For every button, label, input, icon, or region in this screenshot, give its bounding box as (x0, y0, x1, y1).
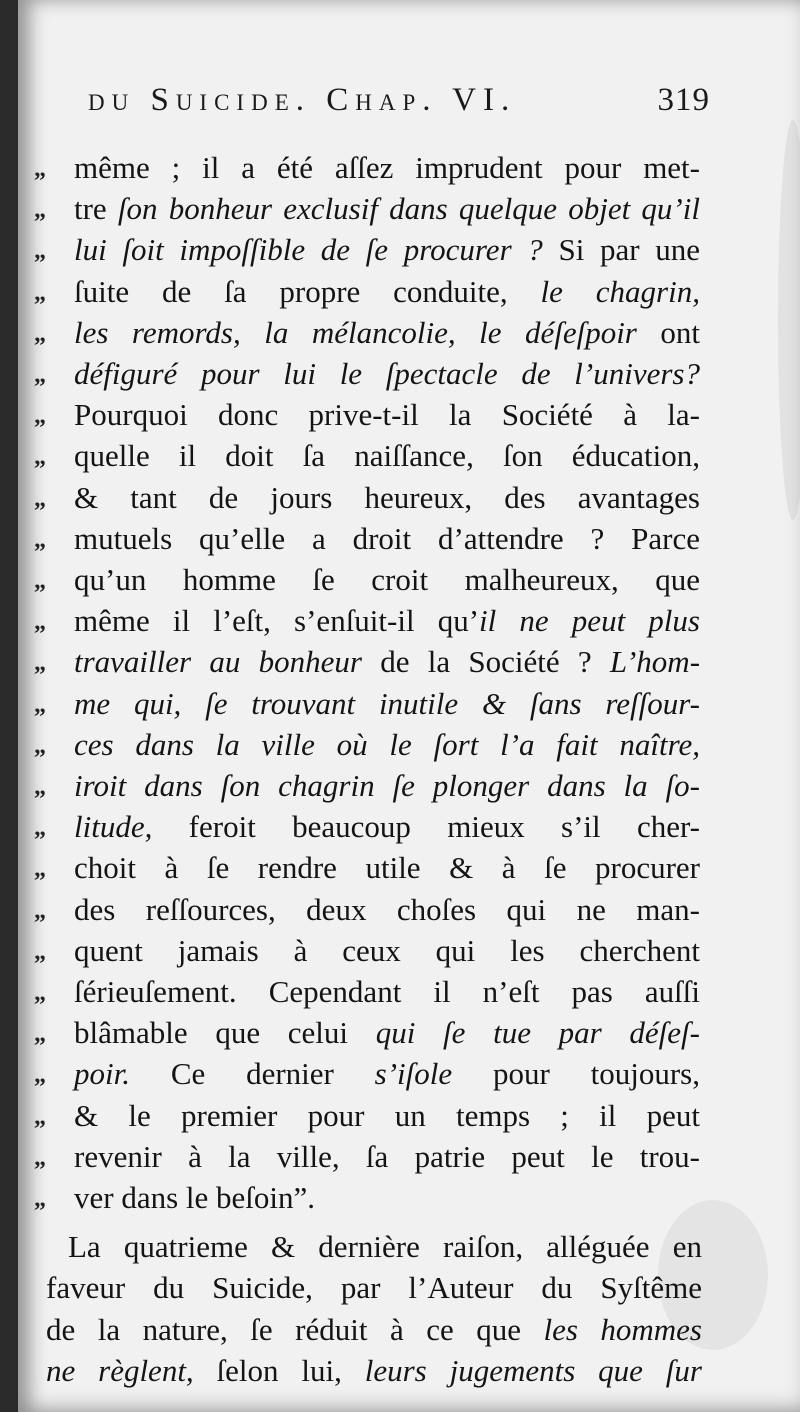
text-line (74, 438, 700, 479)
text-line (74, 1180, 700, 1221)
italic-text: les remords, la mélancolie, le déſeſpoir (74, 314, 637, 350)
text-line (46, 1353, 702, 1394)
italic-text: qui ſe tue par déſeſ- (375, 1015, 700, 1051)
roman-text: ver dans le beſoin”. (74, 1180, 316, 1215)
text-line (46, 1270, 702, 1311)
italic-text: les hommes (543, 1311, 702, 1347)
roman-text: quelle il doit ſa naiſſance, ſon éducation, (74, 438, 700, 474)
quote-mark: „ (34, 279, 46, 306)
roman-text: choit à ſe rendre utile & à ſe procurer (74, 850, 700, 886)
text-line (74, 1056, 700, 1097)
quote-mark: „ (34, 774, 46, 800)
italic-text: ces dans la ville où le ſort l’a fait naître, (74, 726, 700, 762)
text-line (74, 480, 700, 521)
roman-text: ſérieuſement. Cependant il n’eſt pas auſſi (74, 974, 700, 1009)
text-line (74, 850, 700, 891)
quote-mark: „ (34, 897, 46, 924)
roman-text: de la nature, ſe réduit à ce que (46, 1311, 544, 1347)
text-line (74, 397, 700, 438)
quote-mark: „ (34, 650, 46, 677)
text-line (74, 1015, 700, 1056)
italic-text: leurs jugements que ſur (364, 1352, 702, 1388)
text-line (74, 150, 700, 191)
text-line (74, 768, 700, 809)
roman-text: Si par une (542, 232, 700, 268)
roman-text: revenir à la ville, ſa patrie peut le trou- (74, 1138, 700, 1174)
text-line (74, 1098, 700, 1139)
roman-text: & le premier pour un temps ; il peut (74, 1097, 700, 1133)
quote-mark: „ (34, 320, 46, 347)
text-line (46, 1312, 702, 1353)
roman-text: mutuels qu’elle a droit d’attendre ? Parce (74, 520, 700, 556)
text-line (74, 1139, 700, 1180)
roman-text: quent jamais à ceux qui les cherchent (74, 932, 700, 968)
roman-text: Pourquoi donc prive-t-il la Société à la- (74, 397, 700, 433)
quote-mark: „ (34, 856, 46, 883)
quote-mark: „ (34, 980, 46, 1006)
roman-text: ont (636, 314, 700, 350)
quote-mark: „ (34, 1144, 46, 1171)
italic-text: poir. (74, 1056, 130, 1092)
roman-text: même il l’eſt, s’enſuit-il qu’ (74, 603, 480, 639)
quote-mark: „ (34, 732, 46, 759)
text-line (74, 191, 700, 232)
italic-text: ne règlent, (46, 1352, 194, 1388)
quote-mark: „ (34, 1186, 46, 1212)
text-line (74, 974, 700, 1015)
running-header (88, 82, 710, 132)
italic-text: lui ſoit impoſſible de ſe procurer ? (74, 232, 543, 268)
italic-text: défiguré pour lui le ſpectacle de l’univers? (74, 356, 700, 391)
text-line (74, 892, 700, 933)
quote-mark: „ (34, 238, 46, 265)
text-line (74, 933, 700, 974)
italic-text: s’iſole (374, 1056, 453, 1092)
text-line (74, 274, 700, 315)
running-title: du Suicide. Chap. VI. (88, 82, 517, 118)
page-number: 319 (657, 82, 710, 118)
roman-text: de la Société ? (361, 644, 610, 680)
quote-mark: „ (34, 1062, 46, 1089)
roman-text: tre (74, 191, 118, 227)
quote-mark: „ (34, 444, 46, 471)
quote-mark: „ (34, 1021, 46, 1048)
roman-text: ſuite de ſa propre conduite, (74, 273, 541, 309)
roman-text: même ; il a été aſſez imprudent pour met- (74, 150, 700, 185)
roman-text: ſelon lui, (193, 1352, 365, 1388)
roman-text: La quatrieme & dernière raiſon, alléguée en (68, 1229, 702, 1265)
text-line (74, 603, 700, 644)
text-line (74, 562, 700, 603)
roman-text: des reſſources, deux choſes qui ne man- (74, 891, 700, 927)
quote-mark: „ (34, 568, 46, 594)
italic-text: L’hom- (609, 644, 701, 680)
quote-mark: „ (34, 362, 46, 388)
roman-text: pour toujours, (452, 1056, 700, 1092)
quote-mark: „ (34, 691, 46, 718)
roman-text: feroit beaucoup mieux s’il cher- (152, 809, 700, 845)
text-line (74, 315, 700, 356)
quote-mark: „ (34, 156, 46, 182)
italic-text: me qui, ſe trouvant inutile & ſans reſſour- (74, 685, 700, 721)
italic-text: il ne peut plus (479, 603, 700, 639)
roman-text: blâmable que celui (74, 1015, 376, 1051)
italic-text: ſon bonheur exclusif dans quelque objet qu’il (117, 191, 700, 227)
roman-text: qu’un homme ſe croit malheureux, que (74, 562, 700, 597)
text-line (74, 686, 700, 727)
page-edge-shadow (778, 120, 800, 520)
roman-text: & tant de jours heureux, des avantages (74, 479, 700, 515)
quote-mark: „ (34, 938, 46, 965)
text-line (74, 232, 700, 273)
text-line (74, 521, 700, 562)
text-line (46, 1229, 702, 1270)
quote-mark: „ (34, 815, 46, 842)
italic-text: le chagrin, (540, 273, 700, 309)
text-line (74, 644, 700, 685)
italic-text: litude, (74, 809, 153, 845)
italic-text: travailler au bonheur (74, 644, 362, 680)
text-line (74, 356, 700, 397)
book-page (18, 0, 800, 1412)
italic-text: iroit dans ſon chagrin ſe plonger dans la ſo- (74, 768, 700, 803)
roman-text: Ce dernier (130, 1056, 375, 1092)
quote-mark: „ (34, 403, 46, 430)
quote-mark: „ (34, 485, 46, 512)
quote-mark: „ (34, 526, 46, 553)
quote-mark: „ (34, 197, 46, 224)
text-line (74, 809, 700, 850)
quote-mark: „ (34, 1103, 46, 1130)
text-line (74, 727, 700, 768)
roman-text: faveur du Suicide, par l’Auteur du Syſtême (46, 1270, 702, 1306)
quote-mark: „ (34, 609, 46, 636)
